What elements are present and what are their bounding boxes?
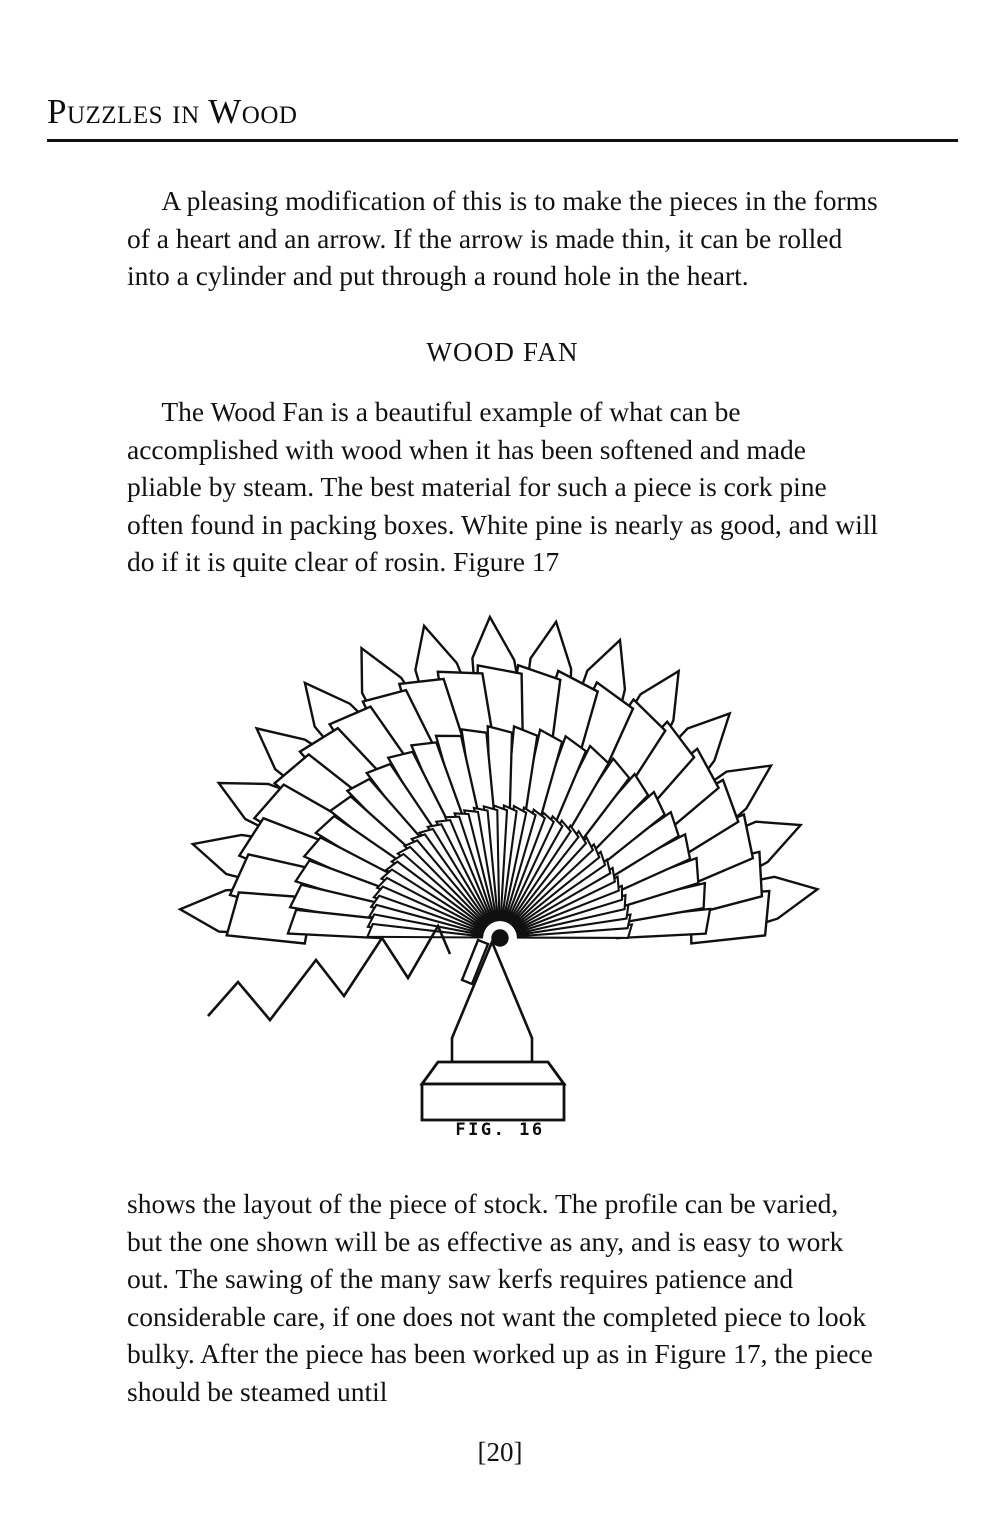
- header-divider-rule: [47, 139, 958, 142]
- body-paragraph-2: The Wood Fan is a beautiful example of what can be accomplished with wood when it has been softened and made pliable by steam. The best material for such a piece is cork pine often found in packing boxes. White pine is nearly as good, and will do if it is quite clear of rosin. Figure 17: [127, 396, 885, 577]
- body-paragraph-3: shows the layout of the piece of stock. The profile can be varied, but the one shown will be as effective as any, and is easy to work out. The sawing of the many saw kerfs requires patience and considerable care, if one does not want the completed piece to look bulky. After the piece has been worked up as in Figure 17, the piece should be steamed until: [127, 1188, 880, 1407]
- running-head: [47, 94, 958, 142]
- wood-fan-drawing: [120, 586, 880, 1131]
- running-head-title: Puzzles in Wood: [47, 92, 298, 131]
- figure-wood-fan: [120, 586, 880, 1166]
- body-paragraph-1: A pleasing modification of this is to make the pieces in the forms of a heart and an arrow. If the arrow is made thin, it can be rolled into a cylinder and put through a round hole in the heart.: [127, 185, 885, 291]
- page-number: [20]: [477, 1437, 523, 1467]
- figure-caption: FIG. 16: [455, 1120, 545, 1140]
- section-heading-wood-fan: WOOD FAN: [426, 337, 579, 367]
